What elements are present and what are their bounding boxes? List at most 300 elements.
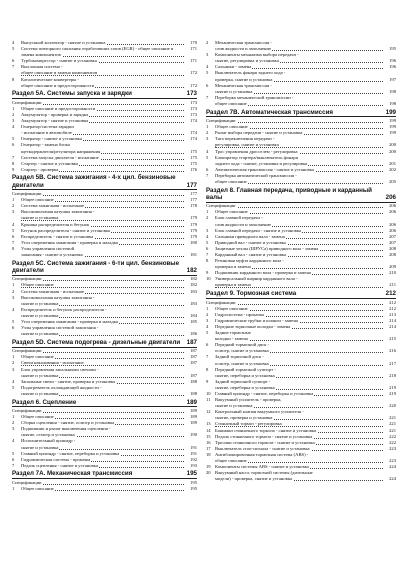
entry-number: 1 <box>206 209 209 215</box>
entry-page-number: 198 <box>383 101 396 107</box>
entry-title-text: Блокиратор стартера/выключатель фонаря <box>215 154 298 160</box>
entry-title-text: Блок главной передачи - снятие и установка <box>215 227 302 233</box>
dot-leader <box>38 280 184 281</box>
entry-page-number: 223 <box>383 458 396 464</box>
entry-page-number: 173 <box>184 106 197 112</box>
section-heading <box>12 174 197 188</box>
entry-title-text: Гидравлическая система - прокачка <box>21 456 91 462</box>
section-rule <box>12 478 197 479</box>
entry-page-number: 182 <box>190 276 197 282</box>
entry-number: 9 <box>206 378 209 384</box>
entry-number: 1 <box>12 197 15 203</box>
entry-page-number: 172 <box>184 83 197 89</box>
section-title: Раздел 7A. Механическая трансмиссия <box>12 470 133 478</box>
entry-number: 5 <box>12 384 15 390</box>
entry-title <box>21 252 183 258</box>
entry-title-text: Общее описание <box>21 486 54 492</box>
entry-title-text: Педаль сцепления - снятие и установка <box>21 462 98 468</box>
entry-number: 9 <box>206 270 209 276</box>
entry-title-text: слив жидкости и заполнение <box>215 221 271 227</box>
toc-entry <box>12 83 197 89</box>
entry-number: 7 <box>12 64 15 70</box>
entry-number: 1 <box>12 486 15 492</box>
entry-number: 3 <box>206 227 209 233</box>
entry-title-text: снятие, проверка и установка <box>215 415 273 421</box>
entry-number: 3 <box>12 118 15 124</box>
entry-title-text: Тросики стояночного тормоза - снятие и установка <box>215 439 315 445</box>
entry-title-text: Турбокомпрессор - снятие и установка <box>21 58 97 64</box>
entry-number: 5 <box>12 318 15 324</box>
entry-page-number: 218 <box>383 373 396 379</box>
entry-page-number: 195 <box>184 486 197 492</box>
section-title: Раздел 6. Сцепление <box>12 398 77 406</box>
entry-page-number: 174 <box>184 136 197 142</box>
entry-title-text: снятие, переборка и установка <box>215 372 275 378</box>
entry-title-text: - испытание в автомобиле <box>21 130 72 136</box>
entry-title-text: Аккумулятор - снятие и установка <box>21 118 89 124</box>
entry-title-text: осмотр, снятие и установка <box>215 360 269 366</box>
entry-title-text: Общее описание и предосторожности <box>21 105 96 111</box>
entry-page-number: 208 <box>383 246 396 252</box>
entry-number: 5 <box>206 70 209 76</box>
entry-title-text: Угол опережения зажигания - проверка и наладка <box>21 318 118 324</box>
entry-title-text: Тяга переключения передачи - <box>215 136 275 142</box>
entry-number: 3 <box>12 294 15 300</box>
entry-title-text: Система зажигания - испытание <box>21 203 85 209</box>
section-page-number: 206 <box>385 193 396 201</box>
entry-title-text: Стартер - проверка <box>21 166 59 172</box>
entry-page-number: 196 <box>383 58 396 64</box>
entry-number: 2 <box>12 111 15 117</box>
entry-title-text: снятие, переборка и установка <box>215 384 275 390</box>
entry-title-text: Главный цилиндр - снятие, переборка и установка <box>215 390 314 396</box>
entry-number: 7 <box>12 462 15 468</box>
entry-title-text: Подогреватель охлаждающей жидкости - <box>21 384 102 390</box>
section-title: Раздел 9. Тормозная система <box>206 290 297 298</box>
section-page-number: 195 <box>186 470 197 478</box>
entry-page-number: 217 <box>383 361 396 367</box>
entry-title-text: Система повторного сжигания отработавших газов (EGR) - общее описание и замена компонентов <box>21 46 174 58</box>
entry-number: 3 <box>206 136 209 142</box>
toc-column-right <box>206 40 396 482</box>
entry-title-text: Стояночный тормоз - регулировка <box>215 421 282 427</box>
entry-title-text: проверка и замена <box>215 282 251 288</box>
entry-number: 19 <box>206 464 211 470</box>
entry-number: 6 <box>206 82 209 88</box>
entry-number: 7 <box>206 94 209 100</box>
entry-title-text: Блок управления запальными свечами - <box>21 366 99 372</box>
entry-number: 16 <box>206 439 211 445</box>
entry-number: 4 <box>12 124 15 130</box>
dot-leader <box>38 352 184 353</box>
entry-title: Спецификации <box>12 408 42 414</box>
entry-page-number: 206 <box>389 203 396 209</box>
entry-number: 1 <box>12 282 15 288</box>
entry-number: 1 <box>206 124 209 130</box>
entry-number: 1 <box>206 305 209 311</box>
entry-page-number: 175 <box>184 149 197 155</box>
dot-leader <box>38 412 184 413</box>
entry-page-number: 196 <box>383 64 396 70</box>
entry-title-text: снятие и установка <box>21 312 59 318</box>
entry-number: 6 <box>12 233 15 239</box>
section-heading <box>12 260 197 274</box>
section-heading <box>206 187 396 201</box>
entry-page-number: 215 <box>383 336 396 342</box>
entry-number: 2 <box>12 203 15 209</box>
entry-title-text: Запальные свечи - снятие, проверка и установка <box>21 378 116 384</box>
entry-page-number: 193 <box>184 463 197 469</box>
entry-title-text: Узлы управления системой <box>21 245 75 251</box>
entry-page-number: 209 <box>383 264 396 270</box>
entry-title-text: снятие и установка <box>21 331 59 337</box>
entry-title-text: осмотр, снятие и установка <box>215 348 269 354</box>
entry-number: 20 <box>206 470 211 476</box>
toc-entry <box>12 331 197 337</box>
entry-number: 18 <box>206 451 211 457</box>
entry-page-number: 171 <box>184 46 197 52</box>
entry-page-number: 195 <box>190 480 197 486</box>
entry-title-text: Гидравлические трубки и шланги - замена <box>215 317 298 323</box>
toc-entry <box>206 179 396 185</box>
entry-page-number: 214 <box>383 318 396 324</box>
entry-page-number: 199 <box>389 118 396 124</box>
entry-number: 1 <box>12 414 15 420</box>
section-title: Раздел 5B. Система зажигания - 4-х цил. бензиновые двигатели <box>12 174 176 189</box>
entry-page-number: 191 <box>184 445 197 451</box>
entry-number: 7 <box>206 354 209 360</box>
entry-number: 5 <box>12 450 15 456</box>
entry-number: 10 <box>206 276 211 282</box>
entry-title-text: проверка, снятие и установка <box>215 76 273 82</box>
section-page-number: 187 <box>186 338 197 346</box>
entry-title-text: Контрольный клапан вакуумного усилителя - <box>215 409 304 415</box>
entry-title-text: снятие и установка <box>21 390 59 396</box>
entry-title-text: Задние тормозные <box>215 330 251 336</box>
entry-number: 4 <box>206 233 209 239</box>
entry-title-text: снятие и установка <box>21 215 59 221</box>
entry-title: Спецификации <box>12 480 42 486</box>
entry-page-number: 179 <box>184 222 197 228</box>
entry-number: 9 <box>12 166 15 172</box>
entry-title-text: снятие, осмотр и установка <box>21 432 75 438</box>
dot-leader <box>232 122 383 123</box>
section-page-number: 177 <box>186 181 197 189</box>
entry-number: 7 <box>12 154 15 160</box>
entry-title-text: Общее описание <box>21 197 54 203</box>
toc-entry <box>12 463 197 469</box>
entry-page-number: 219 <box>383 385 396 391</box>
entry-title-text: Переборка автоматической трансмиссии - <box>215 172 297 178</box>
entry-title-text: Аккумулятор - проверка и зарядка <box>21 111 89 117</box>
entry-title-text: Высоковольтная катушка зажигания - <box>21 294 95 300</box>
entry-title-text: Компоненты механизма выбора передачи - <box>215 52 299 58</box>
entry-title: Спецификации <box>206 299 236 305</box>
entry-title-text: слив жидкости и заполнение <box>215 46 271 52</box>
entry-page-number: 179 <box>184 228 197 234</box>
entry-title-text: Распределитель и бегунок распределителя - <box>21 306 107 312</box>
entry-title-text: снятие и установка <box>21 444 59 450</box>
section-title: Раздел 5A. Системы запуска и зарядки <box>12 90 132 98</box>
entry-number: 4 <box>12 438 15 444</box>
entry-page-number: 205 <box>383 179 396 185</box>
dot-leader <box>232 207 383 208</box>
entry-title: Спецификации <box>206 118 236 124</box>
entry-title-text: Вакуумный усилитель - проверка, <box>215 397 282 403</box>
entry-number: 3 <box>12 209 15 215</box>
section-page-number: 173 <box>186 90 197 98</box>
section-rule <box>12 406 197 407</box>
dot-leader <box>38 484 184 485</box>
entry-page-number: 224 <box>383 476 396 482</box>
section-heading <box>12 339 197 346</box>
entry-title-text: Выключатель стоп-сигнала - снятие и установка <box>215 445 310 451</box>
entry-page-number: 175 <box>184 155 197 161</box>
entry-title-text: Башмаки стояночного тормоза - снятие и установка <box>215 427 316 433</box>
section-title: Раздел 8. Главная передача, приводные и карданный валы <box>206 186 372 201</box>
section-heading <box>12 470 197 477</box>
entry-page-number: 210 <box>383 270 396 276</box>
entry-page-number: 175 <box>184 161 197 167</box>
entry-page-number: 174 <box>184 130 197 136</box>
entry-title-text: Задний тормозной суппорт - <box>215 378 271 384</box>
entry-number: 3 <box>12 426 15 432</box>
entry-page-number: 179 <box>184 234 197 240</box>
entry-number: 8 <box>12 160 15 166</box>
entry-page-number: 173 <box>190 99 197 105</box>
toc-entry <box>12 167 197 173</box>
entry-number: 4 <box>12 306 15 312</box>
entry-page-number: 211 <box>383 282 396 288</box>
entry-title-text: общее описание и замена компонентов <box>21 70 98 76</box>
section-title: Раздел 5D. Система подогрева - дизельные двигатели <box>12 338 181 346</box>
entry-number: 13 <box>206 421 211 427</box>
entry-title-text: Трос управления дросселем - регулировка <box>215 148 298 154</box>
entry-title-text: Рычаг выбора передачи - снятие и установка <box>215 130 303 136</box>
entry-number: 1 <box>12 354 15 360</box>
entry-number: 4 <box>12 40 15 45</box>
entry-number: 1 <box>12 105 15 111</box>
entry-title-text: Педаль стояночного тормоза - снятие и установка <box>215 433 313 439</box>
entry-title-text: Резиновая муфта карданного вала - <box>215 258 284 264</box>
entry-title-text: Стартер - снятие и установка <box>21 160 78 166</box>
section-page-number: 212 <box>385 290 396 298</box>
entry-page-number: 220 <box>383 403 396 409</box>
entry-title-text: регулировка, снятие и установка <box>215 142 279 148</box>
entry-title-text: проверка и замена <box>215 264 251 270</box>
entry-number: 5 <box>206 330 209 336</box>
entry-number: 10 <box>206 390 211 396</box>
entry-title-text: Система запуска двигателя - испытание <box>21 154 99 160</box>
entry-title <box>21 167 183 173</box>
entry-title-text: Переборка механической трансмиссии - <box>215 94 294 100</box>
entry-page-number: 187 <box>184 360 197 366</box>
entry-page-number: 224 <box>383 464 396 470</box>
entry-number: 4 <box>206 323 209 329</box>
entry-page-number: 208 <box>383 252 396 258</box>
entry-title-text: Сальники - замена <box>215 64 252 70</box>
entry-title-text: Подшипник и рычаг выключения сцепления - <box>21 426 111 432</box>
entry-title-text: Общее описание <box>215 209 248 215</box>
entry-title-text: Свечи накаливания - испытание <box>21 360 84 366</box>
entry-page-number: 212 <box>383 306 396 312</box>
entry-title-text: общее описание и предосторожности <box>21 82 95 88</box>
section-rule <box>206 298 396 299</box>
entry-number: 6 <box>12 456 15 462</box>
toc-entry <box>206 476 396 482</box>
entry-number: 8 <box>12 76 15 82</box>
entry-number: 11 <box>206 397 211 403</box>
entry-page-number: 190 <box>184 432 197 438</box>
entry-page-number: 181 <box>184 252 197 258</box>
entry-number: 6 <box>206 245 209 251</box>
entry-number: 12 <box>206 409 211 415</box>
entry-title-text: Блок главной передачи - <box>215 215 263 221</box>
toc-column-left <box>12 40 197 492</box>
entry-page-number: 173 <box>184 112 197 118</box>
entry-number: 2 <box>12 360 15 366</box>
entry-page-number: 206 <box>383 228 396 234</box>
entry-title-text: общее описание <box>215 458 247 464</box>
entry-number: 7 <box>206 172 209 178</box>
entry-number: 7 <box>206 252 209 258</box>
entry-title-text: щеткодержателя/регулятора напряжения <box>21 148 101 154</box>
entry-number: 8 <box>206 258 209 264</box>
entry-title-text: Компоненты системы ABS - снятие и установка <box>215 464 309 470</box>
entry-title-text: Бегунок распределителя - снятие и установка <box>21 227 110 233</box>
entry-number: 6 <box>12 325 15 331</box>
entry-page-number: 179 <box>184 215 197 221</box>
toc-entry <box>206 282 396 288</box>
entry-title-text: Задний тормозной диск - <box>215 354 264 360</box>
entry-title-text: Система зажигания - испытание <box>21 288 85 294</box>
section-heading <box>206 109 396 116</box>
entry-number: 3 <box>206 317 209 323</box>
dot-leader <box>38 104 184 105</box>
dot-leader <box>38 195 184 196</box>
entry-page-number: 188 <box>184 379 197 385</box>
entry-number: 5 <box>12 136 15 142</box>
entry-title-text: Узлы управления системой зажигания - <box>21 325 99 331</box>
entry-number: 6 <box>206 342 209 348</box>
entry-title-text: Вакуумный насос тормозной системы (дизельные <box>215 470 313 476</box>
entry-page-number: 189 <box>184 420 197 426</box>
entry-title-text: модели) - проверка, снятие и установка <box>215 476 293 482</box>
entry-title-text: снятие и установка <box>215 403 253 409</box>
entry-page-number: 191 <box>184 451 197 457</box>
entry-number: 2 <box>206 40 209 45</box>
entry-page-number: 184 <box>184 313 197 319</box>
entry-number: 2 <box>206 311 209 317</box>
dot-leader <box>232 304 383 305</box>
entry-page-number: 207 <box>383 240 396 246</box>
toc-entry <box>206 101 396 107</box>
toc-entry <box>12 252 197 258</box>
entry-title-text: Гидросистема - прокачка <box>215 311 264 317</box>
entry-number: 4 <box>12 221 15 227</box>
entry-title-text: Угол опережения зажигания - проверка и наладка <box>21 239 118 245</box>
entry-title-text: Каталитические конвертеры - <box>21 76 79 82</box>
entry-page-number: 221 <box>383 415 396 421</box>
entry-number: 6 <box>12 58 15 64</box>
entry-title-text: Приводной вал - снятие и установка <box>215 239 286 245</box>
entry-number: 15 <box>206 433 211 439</box>
entry-page-number: 189 <box>184 414 197 420</box>
entry-title-text: Генератор - замена блока <box>21 142 70 148</box>
entry-title <box>21 46 183 58</box>
entry-title-text: Главный цилиндр - снятие, переборка и установка <box>21 450 120 456</box>
entry-title-text: Общее описание <box>21 354 54 360</box>
entry-number: 8 <box>206 366 209 372</box>
entry-title-text: Выпускной коллектор - снятие и установка <box>21 40 106 45</box>
entry-page-number: 187 <box>184 354 197 360</box>
entry-page-number: 213 <box>383 312 396 318</box>
entry-page-number: 222 <box>383 440 396 446</box>
entry-page-number: 192 <box>184 457 197 463</box>
entry-page-number: 216 <box>383 348 396 354</box>
entry-page-number: 207 <box>383 234 396 240</box>
entry-number: 5 <box>12 46 15 52</box>
entry-title-text: Механическая трансмиссия - <box>215 40 272 45</box>
entry-page-number: 212 <box>389 299 396 305</box>
entry-title <box>21 83 183 89</box>
entry-number: 6 <box>206 166 209 172</box>
entry-title-text: Сборка сцепления - снятие, осмотр и установка <box>21 420 115 426</box>
entry-page-number: 188 <box>184 391 197 397</box>
entry-title-text: заднего хода - снятие, установка и регулировка <box>215 160 308 166</box>
entry-title-text: Защитные чехлы (ШРУСа) приводного вала - замена <box>215 245 319 251</box>
entry-title-text: Крышка распределителя и бегунок <box>21 221 90 227</box>
entry-page-number: 177 <box>190 191 197 197</box>
entry-page-number: 198 <box>383 89 396 95</box>
entry-page-number: 178 <box>184 203 197 209</box>
entry-page-number: 172 <box>184 70 197 76</box>
entry-page-number: 222 <box>383 434 396 440</box>
entry-page-number: 202 <box>383 167 396 173</box>
entry-page-number: 187 <box>190 348 197 354</box>
entry-page-number: 206 <box>383 209 396 215</box>
entry-number: 5 <box>206 239 209 245</box>
entry-number: 3 <box>206 52 209 58</box>
entry-number: 5 <box>206 154 209 160</box>
entry-page-number: 206 <box>383 222 396 228</box>
entry-page-number: 200 <box>383 149 396 155</box>
entry-title-text: Распределитель - снятие и установка <box>21 233 94 239</box>
entry-title-text: Универсальный шарнир карданного вала - <box>215 276 298 282</box>
entry-number: 6 <box>12 142 15 148</box>
entry-number: 2 <box>206 215 209 221</box>
entry-title-text: колодки - замена <box>215 336 248 342</box>
entry-number: 2 <box>206 130 209 136</box>
entry-title-text: Исполнительный цилиндр - <box>21 438 76 444</box>
entry-title-text: Общее описание <box>215 305 248 311</box>
section-rule <box>12 98 197 99</box>
entry-number: 14 <box>206 427 211 433</box>
entry-page-number: 219 <box>383 391 396 397</box>
entry-title-text: снятие и установка <box>21 300 59 306</box>
entry-page-number: 201 <box>383 161 396 167</box>
section-heading <box>12 90 197 97</box>
section-page-number: 199 <box>385 108 396 116</box>
entry-number: 2 <box>12 420 15 426</box>
entry-page-number: 214 <box>383 324 396 330</box>
entry-title-text: Подшипник карданного вала - проверка и замена <box>215 270 311 276</box>
entry-number: 8 <box>12 245 15 251</box>
entry-page-number: 200 <box>383 142 396 148</box>
entry-title-text: Механическая трансмиссия - <box>215 82 272 88</box>
entry-title-text: Сальники приводного вала - замена <box>215 233 285 239</box>
entry-title-text: Передний тормозной диск - <box>215 342 270 348</box>
